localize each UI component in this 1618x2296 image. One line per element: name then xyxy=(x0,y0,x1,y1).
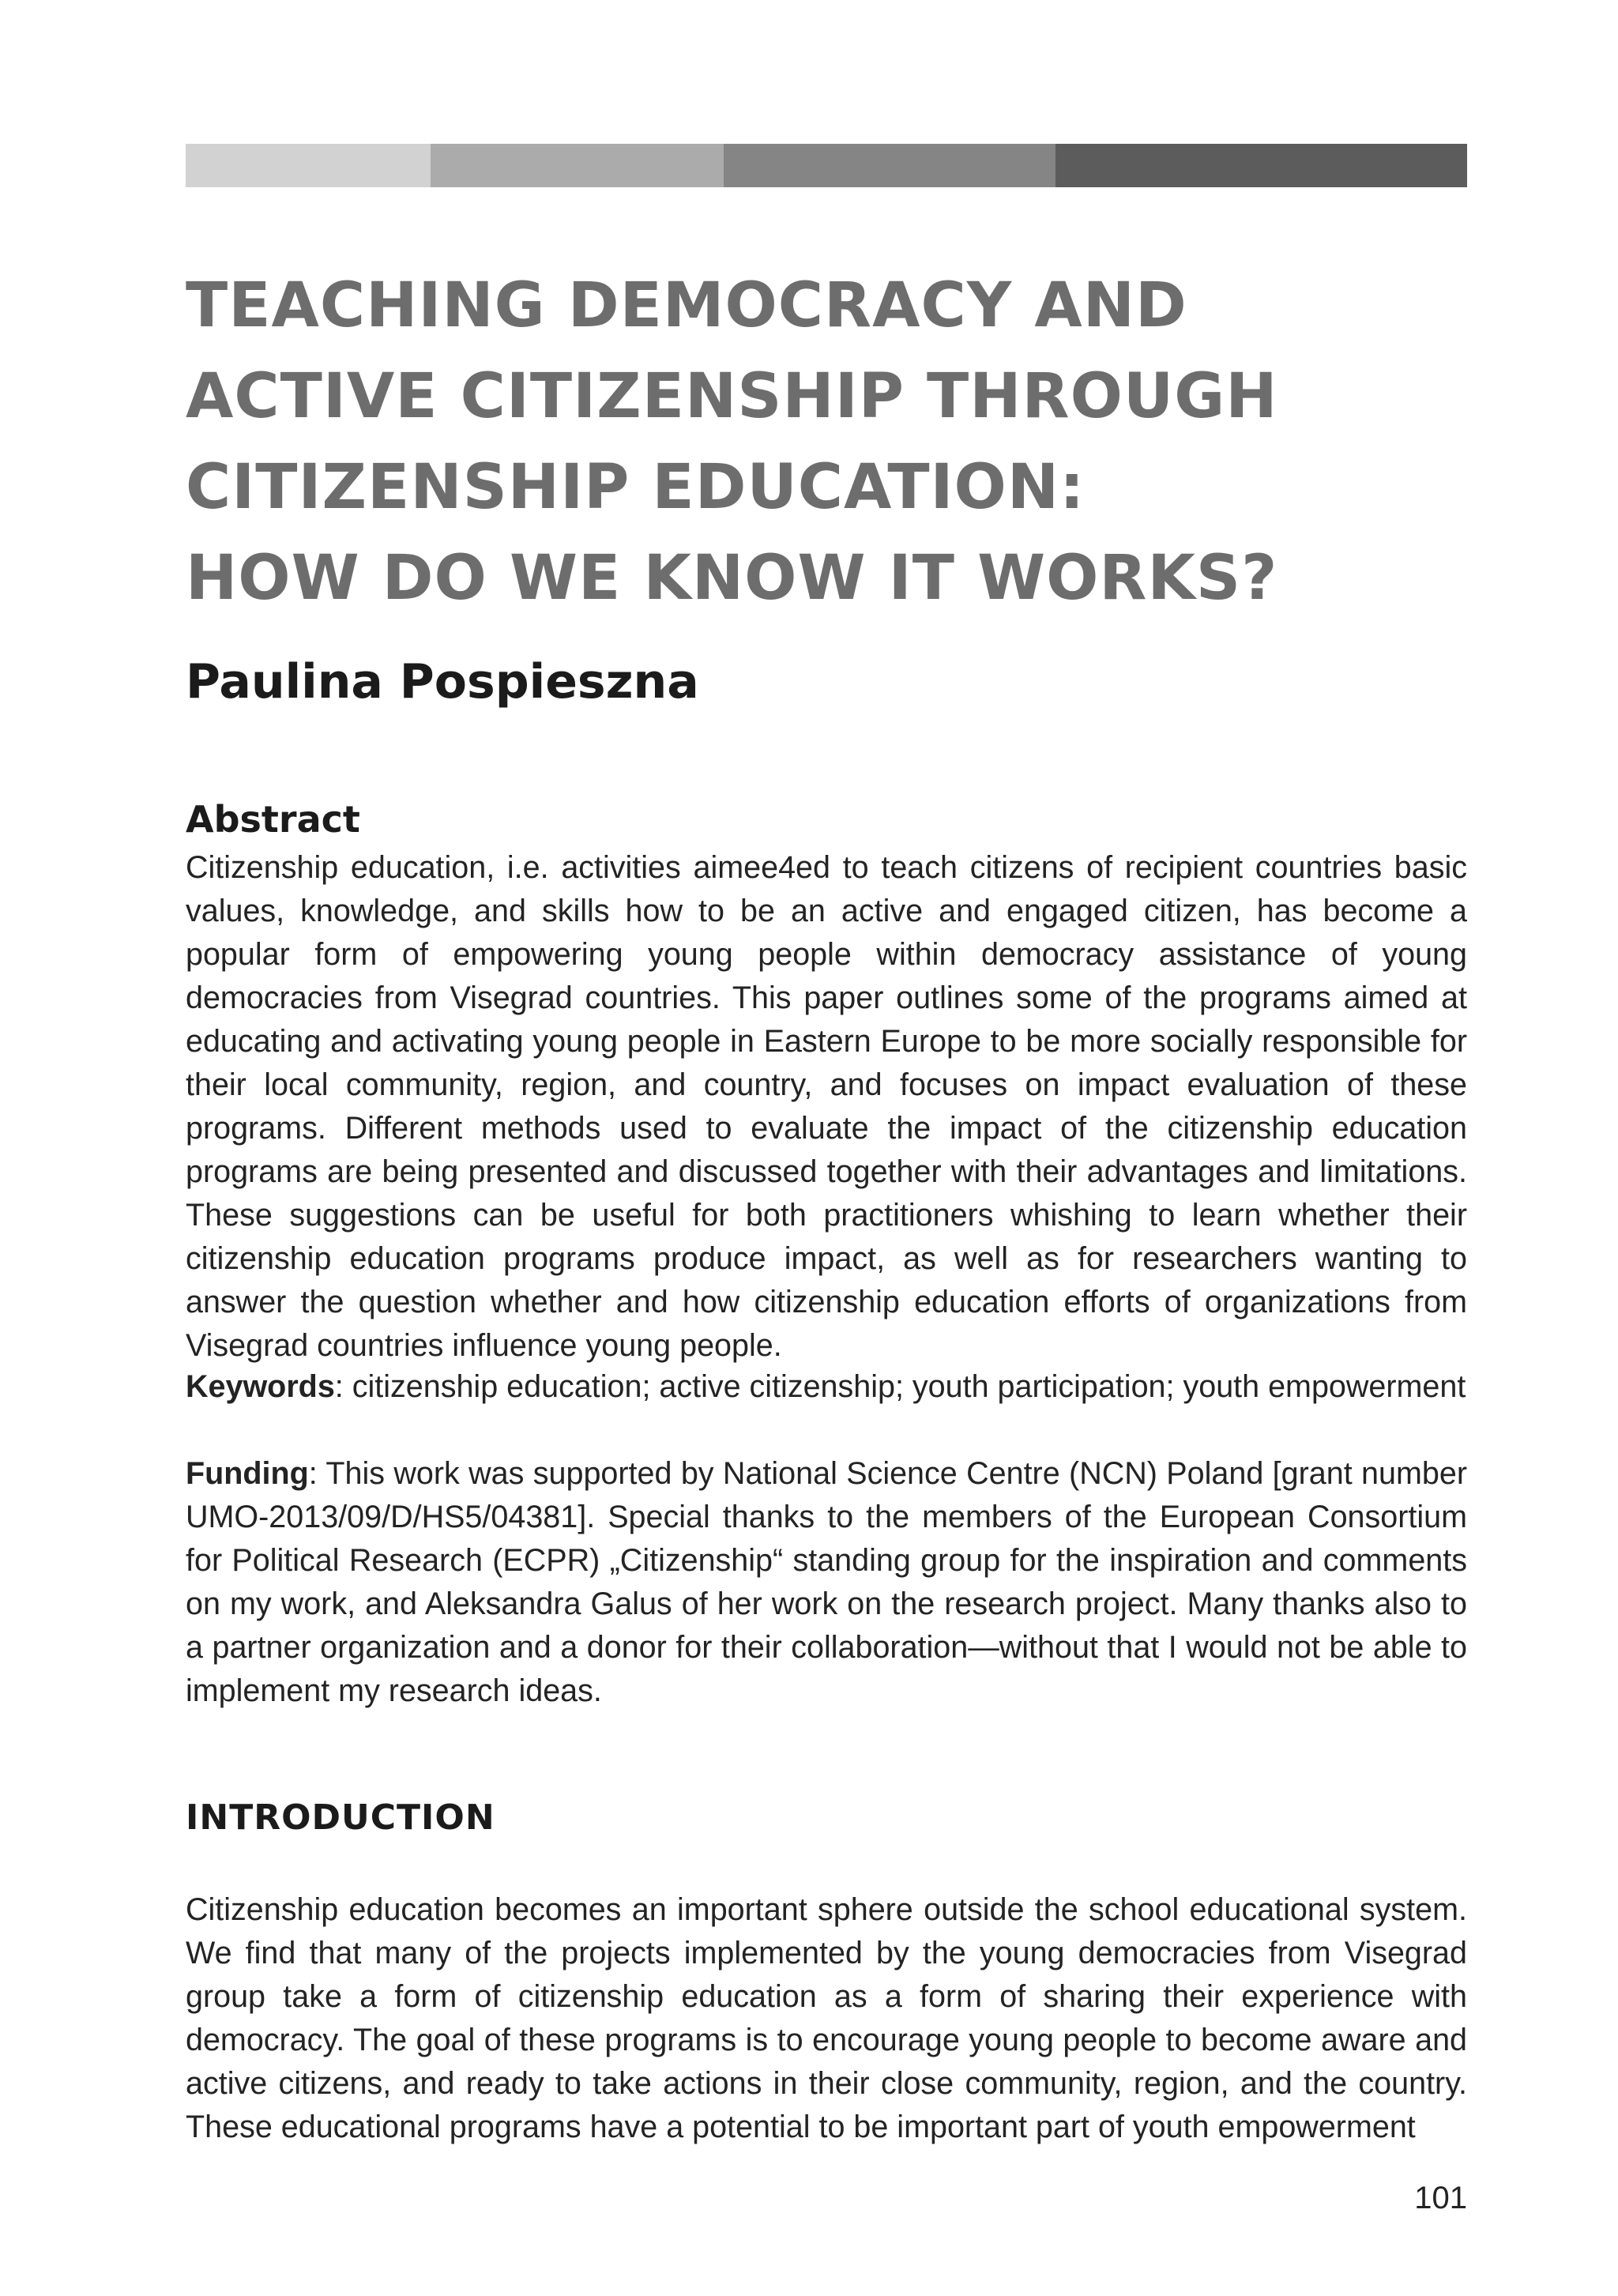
article-title xyxy=(186,261,1467,624)
introduction-heading: INTRODUCTION xyxy=(186,1797,495,1838)
funding-label: Funding xyxy=(186,1456,309,1491)
bar-segment-mid-light xyxy=(431,144,724,187)
abstract-heading: Abstract xyxy=(186,798,360,841)
bar-segment-light xyxy=(186,144,431,187)
bar-segment-dark xyxy=(1055,144,1467,187)
keywords-text: : citizenship education; active citizenship; youth participation; youth empowerment xyxy=(334,1369,1466,1404)
title-line: CITIZENSHIP EDUCATION: xyxy=(186,452,1086,523)
introduction-text: Citizenship education becomes an important sphere outside the school educational system. We find that many of the projects implemented by the young democracies from Visegrad group take a form of citizenship education as a form of sharing their experience with democracy. The goal of these programs is to encourage young people to become aware and active citizens, and ready to take actions in their close community, region, and the country. These educational programs have a potential to be important part of youth empowerment xyxy=(186,1892,1467,2144)
funding-paragraph xyxy=(186,1452,1467,1713)
keywords-label: Keywords xyxy=(186,1369,335,1404)
keywords-paragraph xyxy=(186,1365,1467,1409)
header-color-bar xyxy=(186,144,1467,187)
title-line: HOW DO WE KNOW IT WORKS? xyxy=(186,543,1278,614)
title-line: ACTIVE CITIZENSHIP THROUGH xyxy=(186,361,1278,432)
abstract-text: Citizenship education, i.e. activities aimee4ed to teach citizens of recipient countries basic values, knowledge, and skills how to be an active and engaged citizen, has become a popular form of empowering young people within democracy assistance of young democracies from Visegrad countries. This paper outlines some of the programs aimed at educating and activating young people in Eastern Europe to be more socially responsible for their local community, region, and country, and focuses on impact evaluation of these programs. Different methods used to evaluate the impact of the citizenship education programs are being presented and discussed together with their advantages and limitations. These suggestions can be useful for both practitioners whishing to learn whether their citizenship education programs produce impact, as well as for researchers wanting to answer the question whether and how citizenship education efforts of organizations from Visegrad countries influence young people. xyxy=(186,850,1467,1363)
bar-segment-mid-dark xyxy=(724,144,1055,187)
page-number: 101 xyxy=(1414,2181,1467,2215)
title-line: TEACHING DEMOCRACY AND xyxy=(186,270,1187,341)
author-name: Paulina Pospieszna xyxy=(186,654,699,710)
funding-text: : This work was supported by National Science Centre (NCN) Poland [grant number UMO-2013/09/D/HS5/04381]. Special thanks to the members of the European Consortium for Political Research (ECPR) „Citizenship“ standing group for the inspiration and comments on my work, and Aleksandra Galus of her work on the research project. Many thanks also to a partner organization and a donor for their collaboration—without that I would not be able to implement my research ideas. xyxy=(186,1456,1467,1708)
